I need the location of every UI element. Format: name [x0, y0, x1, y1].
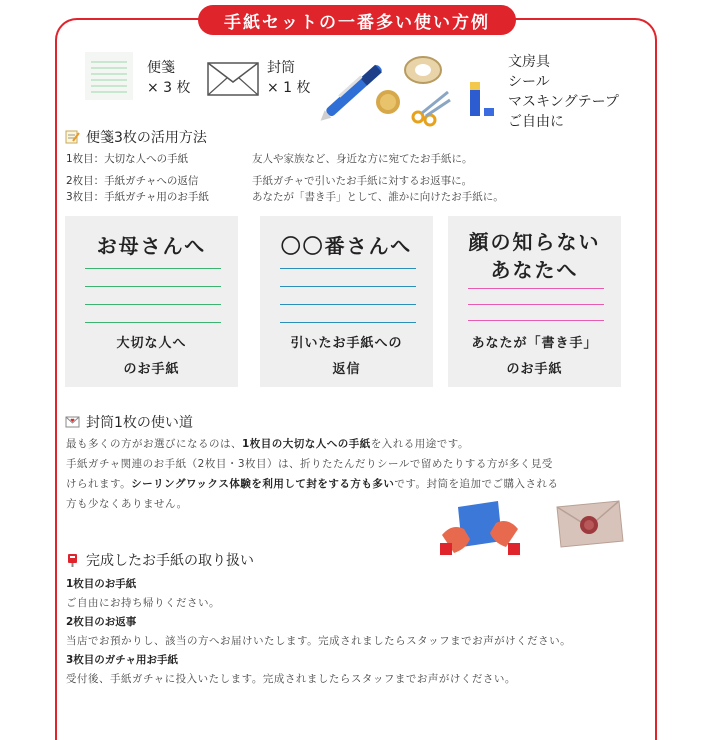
sealed-envelope-illustration [551, 493, 627, 553]
card-reply: 〇〇番さんへ 引いたお手紙への 返信 [260, 216, 433, 387]
envelope-usage-heading: 封筒1枚の使い道 [65, 412, 193, 432]
supplies-illustration [318, 52, 498, 130]
usage-row-2: 2枚目：手紙ガチャへの返信 手紙ガチャで引いたお手紙に対するお返事に。 [66, 175, 473, 187]
envelope-usage-text: 最も多くの方がお選びになるのは、1枚目の大切な人への手紙を入れる用途です。 手紙ガチャ関連のお手紙（2枚目・3枚目）は、折りたたんだりシールで留めたりする方が多く見受 けられます。シーリングワックス体験を利用して封をする方も多いです。封筒を追加でご購入される 方も少なくありません。 [66, 438, 559, 510]
postbox-icon [65, 553, 80, 567]
stationery-icon [85, 52, 133, 100]
handling-list [66, 575, 646, 689]
envelope-label: 封筒 × 1 枚 [267, 60, 311, 96]
memo-icon [65, 130, 80, 144]
page-title: 手紙セットの一番多い使い方例 [198, 5, 516, 35]
stationery-label: 便箋 × 3 枚 [147, 60, 191, 96]
usage-row-1: 1枚目：大切な人への手紙 友人や家族など、身近な方に宛てたお手紙に。 [66, 153, 473, 165]
card-important-person: お母さんへ 大切な人へ のお手紙 [65, 216, 238, 387]
handling-text-1: ご自由にお持ち帰りください。 [66, 597, 220, 609]
hands-illustration [440, 495, 520, 555]
handling-label-3: 3枚目のガチャ用お手紙 [66, 654, 178, 666]
usage-row-3: 3枚目：手紙ガチャ用のお手紙 あなたが「書き手」として、誰かに向けたお手紙に。 [66, 191, 504, 203]
handling-label-2: 2枚目のお返事 [66, 616, 137, 628]
stationery-usage-heading: 便箋3枚の活用方法 [65, 127, 207, 147]
handling-text-3: 受付後、手紙ガチャに投入いたします。完成されましたらスタッフまでお声がけください。 [66, 673, 516, 685]
handling-label-1: 1枚目のお手紙 [66, 578, 137, 590]
card-stranger: 顔の知らない あなたへ あなたが「書き手」 のお手紙 [448, 216, 621, 387]
love-letter-icon [65, 415, 80, 429]
supplies-list: 文房具 シール マスキングテープ ご自由に [508, 54, 619, 130]
handling-text-2: 当店でお預かりし、該当の方へお届けいたします。完成されましたらスタッフまでお声がけください。 [66, 635, 572, 647]
handling-heading: 完成したお手紙の取り扱い [65, 550, 254, 570]
envelope-icon [207, 62, 259, 96]
